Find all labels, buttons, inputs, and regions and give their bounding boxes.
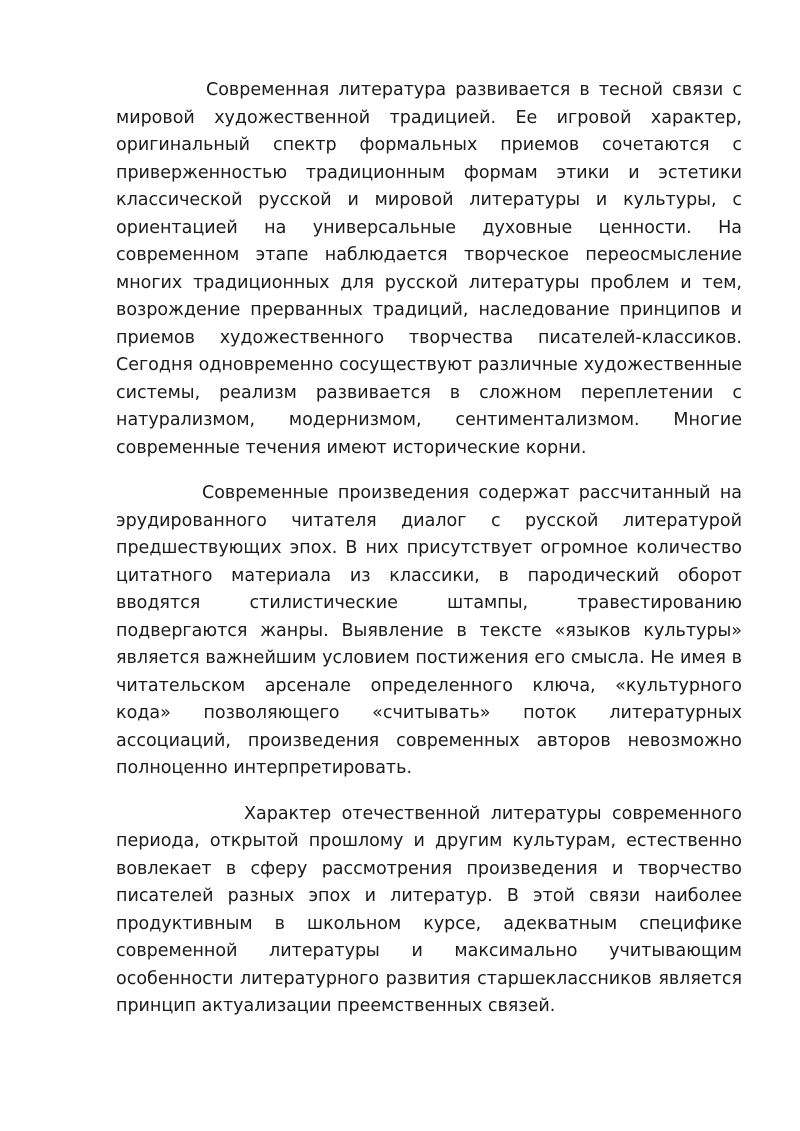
paragraph-3: Характер отечественной литературы современного периода, открытой прошлому и другим культурам, естественно вовлекает в сферу рассмотрения произведения и творчество писателей разных эпох и литератур. В этой связи наиболее продуктивным в школьном курсе, адекватным специфике современной литературы и максимально учитывающим особенности литературного развития старшеклассников является принцип актуализации преемственных связей.	[116, 803, 742, 1016]
paragraph-2: Современные произведения содержат рассчитанный на эрудированного читателя диалог с русской литературой предшествующих эпох. В них присутствует огромное количество цитатного материала из классики, в пародический оборот вводятся стилистические штампы, травестированию подвергаются жанры. Выявление в тексте «языков культуры» является важнейшим условием постижения его смысла. Не имея в читательском арсенале определенного ключа, «культурного кода» позволяющего «считывать» поток литературных ассоциаций, произведения современных авторов невозможно полноценно интерпретировать.	[116, 483, 742, 778]
document-page	[116, 77, 742, 1021]
paragraph-1: Современная литература развивается в тесной связи с мировой художественной традицией. Ее игровой характер, оригинальный спектр формальных приемов сочетаются с приверженностью традиционным формам этики и эстетики классической русской и мировой литературы и культуры, с ориентацией на универсальные духовные ценности. На современном этапе наблюдается творческое переосмысление многих традиционных для русской литературы проблем и тем, возрождение прерванных традиций, наследование принципов и приемов художественного творчества писателей-классиков. Сегодня одновременно сосуществуют различные художественные системы, реализм развивается в сложном переплетении с натурализмом, модернизмом, сентиментализмом. Многие современные течения имеют исторические корни.	[116, 80, 742, 458]
